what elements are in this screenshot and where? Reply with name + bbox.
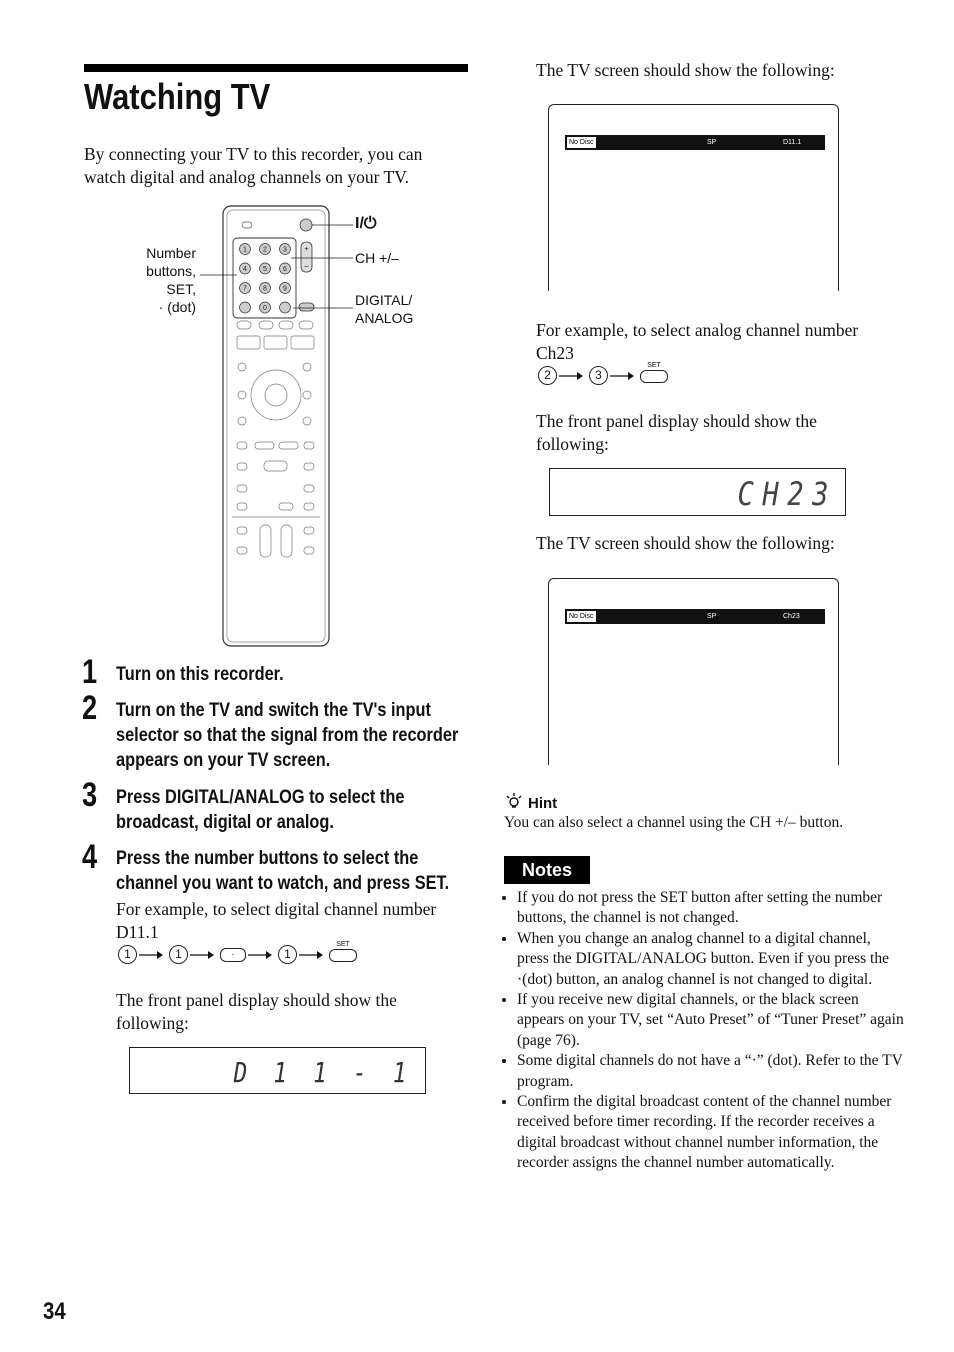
lightbulb-icon xyxy=(504,792,524,815)
tv-status-bar xyxy=(565,609,825,624)
digital-analog-label: DIGITAL/ ANALOG xyxy=(355,292,414,326)
remote-digit-label: 5 xyxy=(263,266,267,273)
front-panel-display-analog: CH23 xyxy=(549,468,846,516)
remote-digit-label: 8 xyxy=(263,285,267,293)
note-item: • Some digital channels do not have a “·” (dot). Refer to the TV program. xyxy=(517,1051,905,1092)
ch-label: CH +/– xyxy=(355,250,399,266)
remote-digit-label: 1 xyxy=(243,246,247,254)
seq-button: 3 xyxy=(589,366,608,385)
step-1-number: 1 xyxy=(82,653,98,691)
set-button: SET xyxy=(640,362,668,383)
arrow-icon xyxy=(190,946,214,964)
step-4-example: For example, to select digital channel number D11.1 xyxy=(116,899,437,942)
note-item: • If you receive new digital channels, or the black screen appears on your TV, set “Auto Preset” of “Tuner Preset” again (page 76). xyxy=(517,990,905,1051)
tv-screen-2 xyxy=(548,578,839,765)
hint-title: Hint xyxy=(528,795,558,812)
step-4-text: Press the number buttons to select the channel you want to watch, and press SET. xyxy=(116,848,450,894)
svg-text:+: + xyxy=(304,246,309,253)
front-panel-caption-2: The front panel display should show the following: xyxy=(536,411,817,454)
notes-heading: Notes xyxy=(504,856,590,884)
title-rule xyxy=(84,64,468,72)
remote-digit-label: 0 xyxy=(263,305,267,312)
note-item: • Confirm the digital broadcast content of the channel number received before timer recording. If the recorder receives a digital broadcast without channel number information, the recorder assigns the channel number automatically. xyxy=(517,1092,905,1174)
notes-list xyxy=(500,888,905,1174)
tv-status-bar xyxy=(565,135,825,150)
dot-button: · xyxy=(220,948,246,962)
remote-digit-label: 3 xyxy=(283,246,287,254)
hint-heading xyxy=(504,792,557,815)
tv-caption-2: The TV screen should show the following: xyxy=(536,533,835,553)
tv-caption-1: The TV screen should show the following: xyxy=(536,60,835,80)
step-2-text: Turn on the TV and switch the TV's input selector so that the signal from the recorder appears on your TV screen. xyxy=(116,700,459,771)
seq-button: 1 xyxy=(169,945,188,964)
remote-digit-label: 6 xyxy=(283,266,287,273)
power-label: I/⏻ xyxy=(355,215,377,232)
step-1-text: Turn on this recorder. xyxy=(116,664,284,685)
remote-leader-lines xyxy=(195,215,355,315)
step-4-number: 4 xyxy=(82,838,98,876)
arrow-icon xyxy=(299,946,323,964)
step-2-number: 2 xyxy=(82,689,98,727)
analog-example: For example, to select analog channel number Ch23 xyxy=(536,320,859,363)
channel-label: Ch23 xyxy=(783,613,800,620)
arrow-icon xyxy=(559,367,583,385)
arrow-icon xyxy=(610,367,634,385)
step-3-text: Press DIGITAL/ANALOG to select the broadcast, digital or analog. xyxy=(116,787,405,833)
set-button: SET xyxy=(329,941,357,962)
no-disc-label: No Disc xyxy=(569,139,594,146)
intro-text: By connecting your TV to this recorder, you can watch digital and analog channels on your TV. xyxy=(84,144,423,187)
remote-digit-label: 4 xyxy=(243,266,247,273)
no-disc-label: No Disc xyxy=(569,613,594,620)
seq-button: 1 xyxy=(118,945,137,964)
arrow-icon xyxy=(139,946,163,964)
remote-digit-label: 2 xyxy=(263,246,267,254)
hint-text: You can also select a channel using the CH +/– button. xyxy=(504,814,844,831)
step-3-number: 3 xyxy=(82,776,98,814)
tv-screen-1 xyxy=(548,104,839,291)
seq-button: 1 xyxy=(278,945,297,964)
arrow-icon xyxy=(248,946,272,964)
front-panel-display-digital: D 1 1 - 1 xyxy=(129,1047,426,1094)
analog-button-sequence xyxy=(538,362,668,386)
mode-label: SP xyxy=(707,613,717,620)
mode-label: SP xyxy=(707,139,717,146)
page-number: 34 xyxy=(43,1298,66,1325)
digital-button-sequence xyxy=(118,941,357,965)
number-buttons-label: Number buttons, SET, · (dot) xyxy=(146,245,196,315)
front-panel-caption-1: The front panel display should show the following: xyxy=(116,990,397,1033)
note-item: • When you change an analog channel to a digital channel, press the DIGITAL/ANALOG button. Even if you press the ·(dot) button, an analog channel is not changed to digital. xyxy=(517,929,905,990)
channel-label: D11.1 xyxy=(783,139,802,146)
remote-digit-label: 7 xyxy=(243,285,247,293)
note-item: • If you do not press the SET button after setting the number buttons, the channel is not changed. xyxy=(517,888,905,929)
remote-digit-label: 9 xyxy=(283,285,287,293)
page-title: Watching TV xyxy=(84,76,271,117)
svg-text:–: – xyxy=(304,263,309,270)
seq-button: 2 xyxy=(538,366,557,385)
